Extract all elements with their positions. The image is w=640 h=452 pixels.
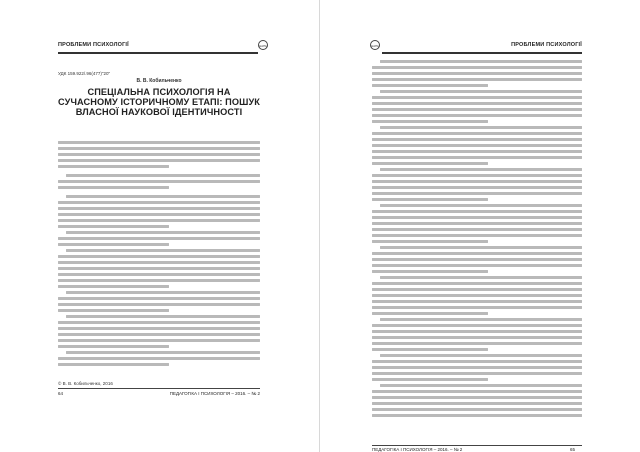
running-header: ПРОБЛЕМИ ПСИХОЛОГІЇ xyxy=(511,42,582,48)
header-rule xyxy=(58,52,258,54)
running-header: ПРОБЛЕМИ ПСИХОЛОГІЇ xyxy=(58,42,129,48)
page-number: 64 xyxy=(58,391,64,396)
copyright: © В. В. Кобильченко, 2016 xyxy=(58,381,113,386)
journal-footer: ПЕДАГОГІКА І ПСИХОЛОГІЯ – 2016. – № 2 xyxy=(372,447,463,452)
header-rule xyxy=(382,52,582,54)
footer-rule xyxy=(58,388,260,389)
udk-code: УДК 159.922/.96(477)"20" xyxy=(58,71,111,76)
article-title: СПЕЦІАЛЬНА ПСИХОЛОГІЯ НА СУЧАСНОМУ ІСТОРИЧНОМУ ЕТАПІ: ПОШУК ВЛАСНОЇ НАУКОВОЇ ІДЕНТИЧНОСТІ xyxy=(58,87,260,117)
author-name: В. В. Кобильченко xyxy=(136,78,182,84)
right-page xyxy=(320,0,640,452)
journal-logo-icon: НАПН xyxy=(258,40,268,50)
journal-logo-icon: НАПН xyxy=(370,40,380,50)
body-text xyxy=(372,60,582,440)
journal-footer: ПЕДАГОГІКА І ПСИХОЛОГІЯ – 2016. – № 2 xyxy=(169,391,260,396)
footer-rule xyxy=(372,445,582,446)
abstract-and-body-text xyxy=(58,141,260,379)
page-number: 65 xyxy=(570,447,576,452)
